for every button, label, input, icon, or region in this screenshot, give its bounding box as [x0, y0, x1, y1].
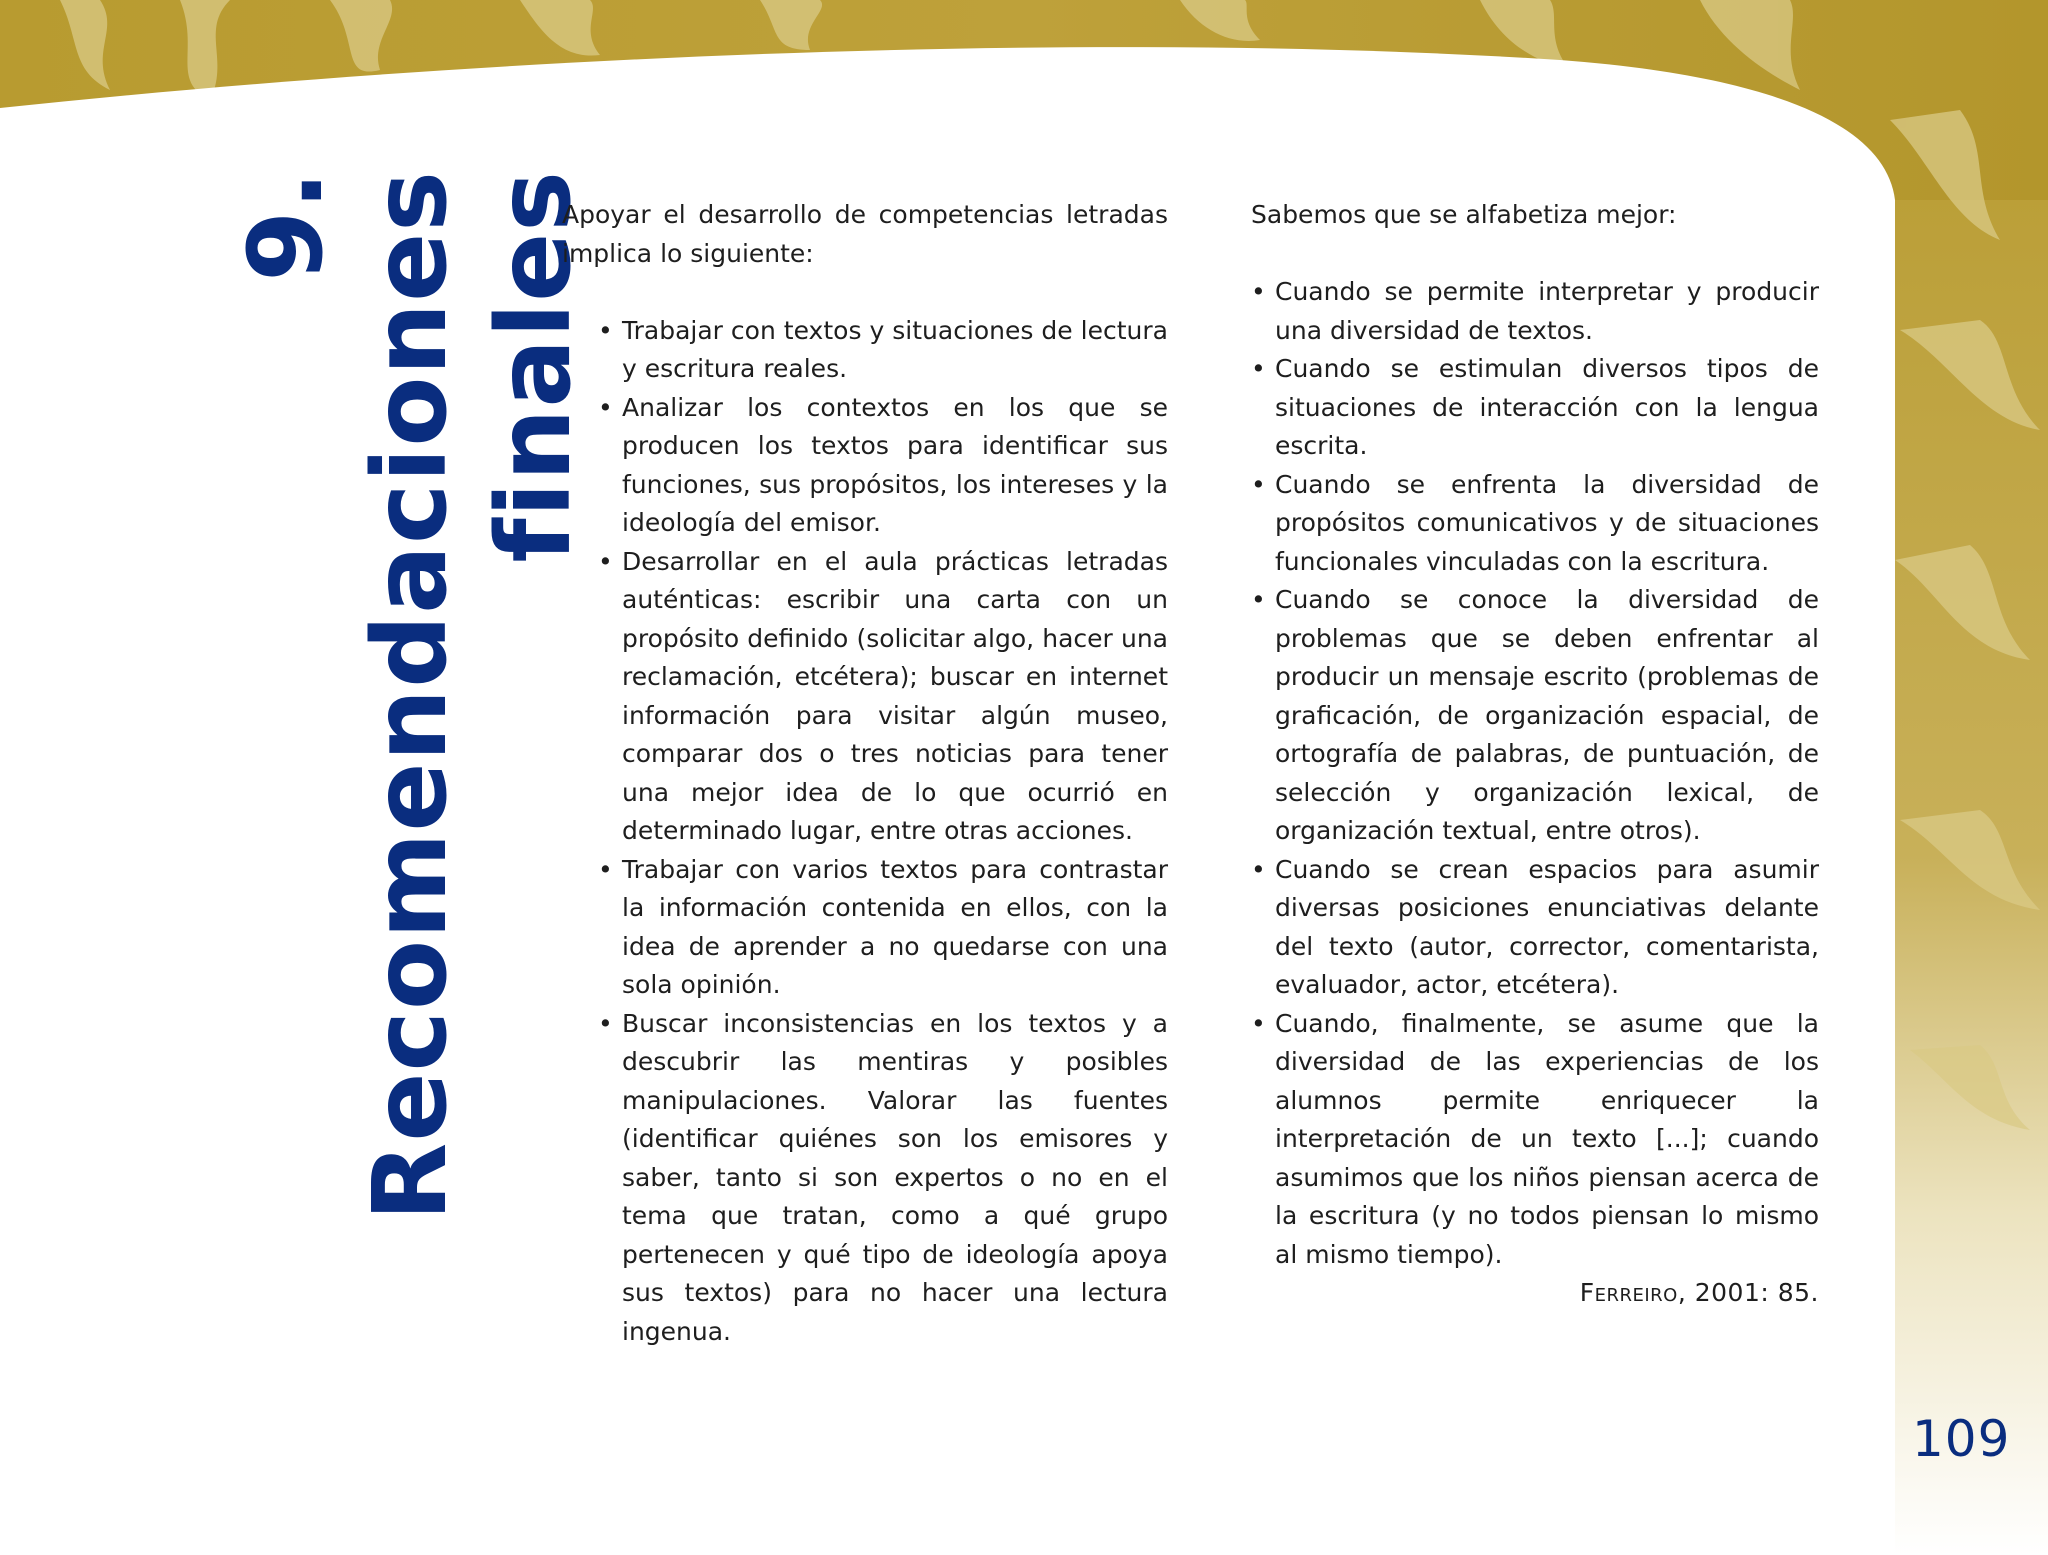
list-item: • Cuando se permite interpretar y producir una diversidad de textos. — [1275, 273, 1819, 350]
left-list — [562, 312, 1168, 1352]
bullet-icon: • — [1251, 585, 1266, 614]
list-item: • Analizar los contextos en los que se producen los textos para identificar sus funciones, sus propósitos, los intereses y la ideología del emisor. — [622, 389, 1168, 543]
left-intro: Apoyar el desarrollo de competencias letradas implica lo siguiente: — [562, 200, 1168, 268]
bullet-icon: • — [598, 315, 613, 345]
list-item: • Trabajar con varios textos para contrastar la información contenida en ellos, con la idea de aprender a no quedarse con una sola opinión. — [622, 851, 1168, 1005]
bullet-icon: • — [598, 1008, 613, 1038]
bullet-icon: • — [1251, 854, 1266, 884]
citation: Ferreiro, 2001: 85. — [1579, 1278, 1819, 1307]
bullet-icon: • — [598, 392, 613, 422]
chapter-title-line1: 9. Recomendaciones — [227, 170, 470, 1222]
right-intro: Sabemos que se alfabetiza mejor: — [1251, 200, 1677, 229]
right-column — [1251, 196, 1819, 1313]
bullet-icon: • — [1251, 277, 1266, 306]
page-number: 109 — [1912, 1410, 2011, 1468]
list-item: • Cuando se estimulan diversos tipos de situaciones de interacción con la lengua escrita. — [1275, 350, 1819, 466]
bullet-icon: • — [598, 546, 613, 576]
list-item: • Cuando, finalmente, se asume que la diversidad de las experiencias de los alumnos permite enriquecer la interpretación de un texto [...]; cuando asumimos que los niños piensan acerca de la escritura (y no todos piensan lo mismo al mismo tiempo). — [1275, 1005, 1819, 1275]
list-item: • Trabajar con textos y situaciones de lectura y escritura reales. — [622, 312, 1168, 389]
chapter-title-line2: finales — [475, 170, 594, 563]
list-item: • Cuando se enfrenta la diversidad de propósitos comunicativos y de situaciones funcionales vinculadas con la escritura. — [1275, 466, 1819, 582]
list-item: • Buscar inconsistencias en los textos y a descubrir las mentiras y posibles manipulaciones. Valorar las fuentes (identificar quiénes son los emisores y saber, tanto si son expertos o no en el tema que tratan, como a qué grupo pertenecen y qué tipo de ideología apoya sus textos) para no hacer una lectura ingenua. — [622, 1005, 1168, 1352]
chapter-title — [225, 170, 594, 1250]
list-item: • Desarrollar en el aula prácticas letradas auténticas: escribir una carta con un propósito definido (solicitar algo, hacer una reclamación, etcétera); buscar en internet información para visitar algún museo, comparar dos o tres noticias para tener una mejor idea de lo que ocurrió en determinado lugar, entre otras acciones. — [622, 543, 1168, 851]
list-item: • Cuando se conoce la diversidad de problemas que se deben enfrentar al producir un mensaje escrito (problemas de graficación, de organización espacial, de ortografía de palabras, de puntuación, de selección y organización lexical, de organización textual, entre otros). — [1275, 581, 1819, 851]
bullet-icon: • — [598, 854, 613, 884]
bullet-icon: • — [1251, 1008, 1266, 1038]
bullet-icon: • — [1251, 469, 1266, 499]
right-list — [1251, 273, 1819, 1274]
bullet-icon: • — [1251, 354, 1266, 383]
left-column — [562, 196, 1168, 1351]
list-item: • Cuando se crean espacios para asumir diversas posiciones enunciativas delante del texto (autor, corrector, comentarista, evaluador, actor, etcétera). — [1275, 851, 1819, 1005]
